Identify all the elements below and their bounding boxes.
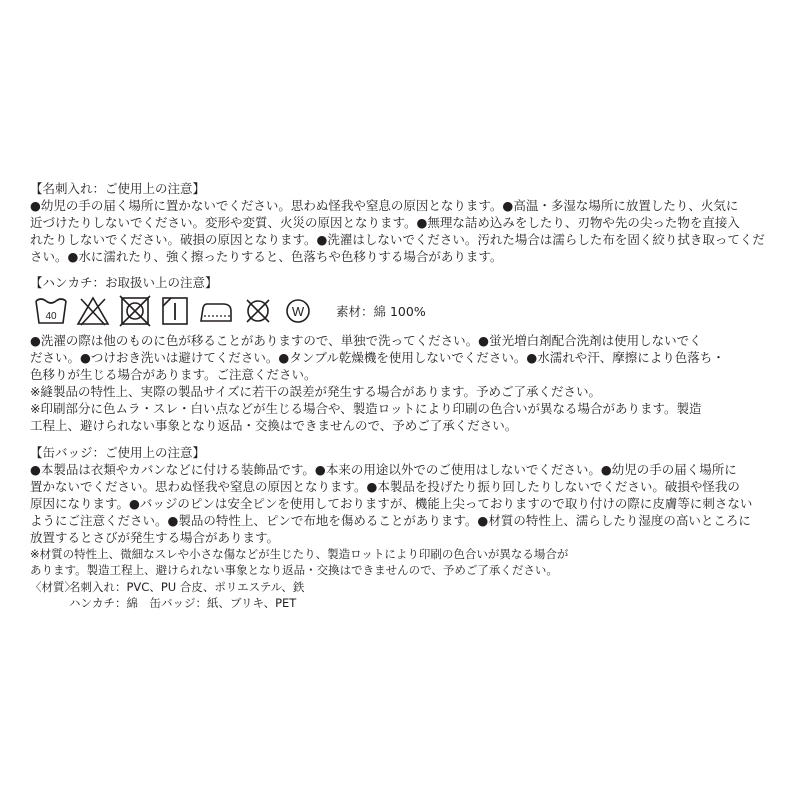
wet-clean-icon bbox=[282, 295, 314, 327]
handkerchief-note-2: ※印刷部分に色ムラ・スレ・白い点などが生じる場合や、製造ロットにより印刷の色合いが異なる場合があります。製造 bbox=[30, 401, 702, 416]
card-case-line-1: ●幼児の手の届く場所に置かないでください。思わぬ怪我や窒息の原因となります。●高温・多湿な場所に放置したり、火気に bbox=[30, 198, 739, 213]
badge-line-1: ●本製品は衣類やカバンなどに付ける装飾品です。●本来の用途以外でのご使用はしないでください。●幼児の手の届く場所に bbox=[30, 462, 737, 477]
badge-line-5: 放置するとさびが発生する場合があります。 bbox=[30, 530, 280, 545]
care-symbols-row bbox=[34, 293, 775, 329]
handkerchief-note-1: ※縫製品の特性上、実際の製品サイズに若干の誤差が発生する場合があります。予めご了承ください。 bbox=[30, 384, 601, 399]
handkerchief-line-2: ださい。●つけおき洗いは避けてください。●タンブル乾燥機を使用しないでください。●水濡れや汗、摩擦により色落ち・ bbox=[30, 350, 725, 365]
card-case-heading: 【名刺入れ：ご使用上の注意】 bbox=[30, 181, 206, 196]
badge-section bbox=[30, 444, 775, 546]
footer-section bbox=[30, 547, 775, 611]
handkerchief-heading: 【ハンカチ：お取扱い上の注意】 bbox=[30, 275, 218, 290]
materials-row-1 bbox=[30, 580, 775, 596]
wash-temp-label: 40 bbox=[45, 311, 57, 322]
handkerchief-note-3: 工程上、避けられない事象となり返品・交換はできませんので、予めご了承ください。 bbox=[30, 418, 518, 433]
materials-line-2: ハンカチ：綿 缶バッジ：紙、ブリキ、PET bbox=[69, 595, 297, 610]
material-label: 素材：綿 100% bbox=[336, 304, 426, 319]
wash-40-icon bbox=[34, 295, 68, 327]
handkerchief-line-3: 色移りが生じる場合があります。ご注意ください。 bbox=[30, 367, 317, 382]
no-bleach-icon bbox=[76, 295, 110, 327]
materials-label: 〈材質〉 bbox=[30, 580, 76, 594]
handkerchief-section bbox=[30, 274, 775, 434]
footer-note-1: ※材質の特性上、微細なスレや小さな傷などが生じたり、製造ロットにより印刷の色合いが異なる場合が bbox=[30, 547, 569, 561]
wet-clean-letter: W bbox=[291, 304, 305, 319]
card-case-section bbox=[30, 180, 775, 265]
footer-note-2: あります。製造工程上、避けられない事象となり返品・交換はできませんので、予めご了承ください。 bbox=[30, 562, 558, 577]
badge-heading: 【缶バッジ：ご使用上の注意】 bbox=[30, 445, 206, 460]
materials-row-2 bbox=[30, 596, 775, 612]
materials-line-1: 名刺入れ：PVC、PU 合皮、ポリエステル、鉄 bbox=[69, 580, 305, 594]
badge-line-2: 置かないでください。思わぬ怪我や窒息の原因となります。●本製品を投げたり振り回したりしないでください。破損や怪我の bbox=[30, 479, 740, 494]
no-dry-clean-icon bbox=[242, 295, 274, 327]
iron-low-icon bbox=[198, 295, 234, 327]
handkerchief-line-1: ●洗濯の際は他のものに色が移ることがありますので、単独で洗ってください。●蛍光増白剤配合洗剤は使用しないでく bbox=[30, 333, 702, 348]
badge-line-4: ようにご注意ください。●製品の特性上、ピンで布地を傷めることがあります。●材質の特性上、濡らしたり湿度の高いところに bbox=[30, 513, 751, 528]
card-case-line-4: さい。●水に濡れたり、強く擦ったりすると、色落ちや色移りする場合があります。 bbox=[30, 249, 503, 264]
badge-line-3: 原因になります。●バッジのピンは安全ピンを使用しておりますが、機能上尖っておりますので取り付けの際に皮膚等に刺さない bbox=[30, 496, 753, 511]
card-case-line-2: 近づけたりしないでください。変形や変質、火災の原因となります。●無理な詰め込みをしたり、刃物や先の尖った物を直接入 bbox=[30, 215, 740, 230]
drip-dry-shade-icon bbox=[160, 295, 190, 327]
no-tumble-dry-icon bbox=[118, 295, 152, 327]
card-case-line-3: れたりしないでください。破損の原因となります。●洗濯はしないでください。汚れた場合は濡らした布を固く絞り拭き取ってくだ bbox=[30, 232, 765, 247]
